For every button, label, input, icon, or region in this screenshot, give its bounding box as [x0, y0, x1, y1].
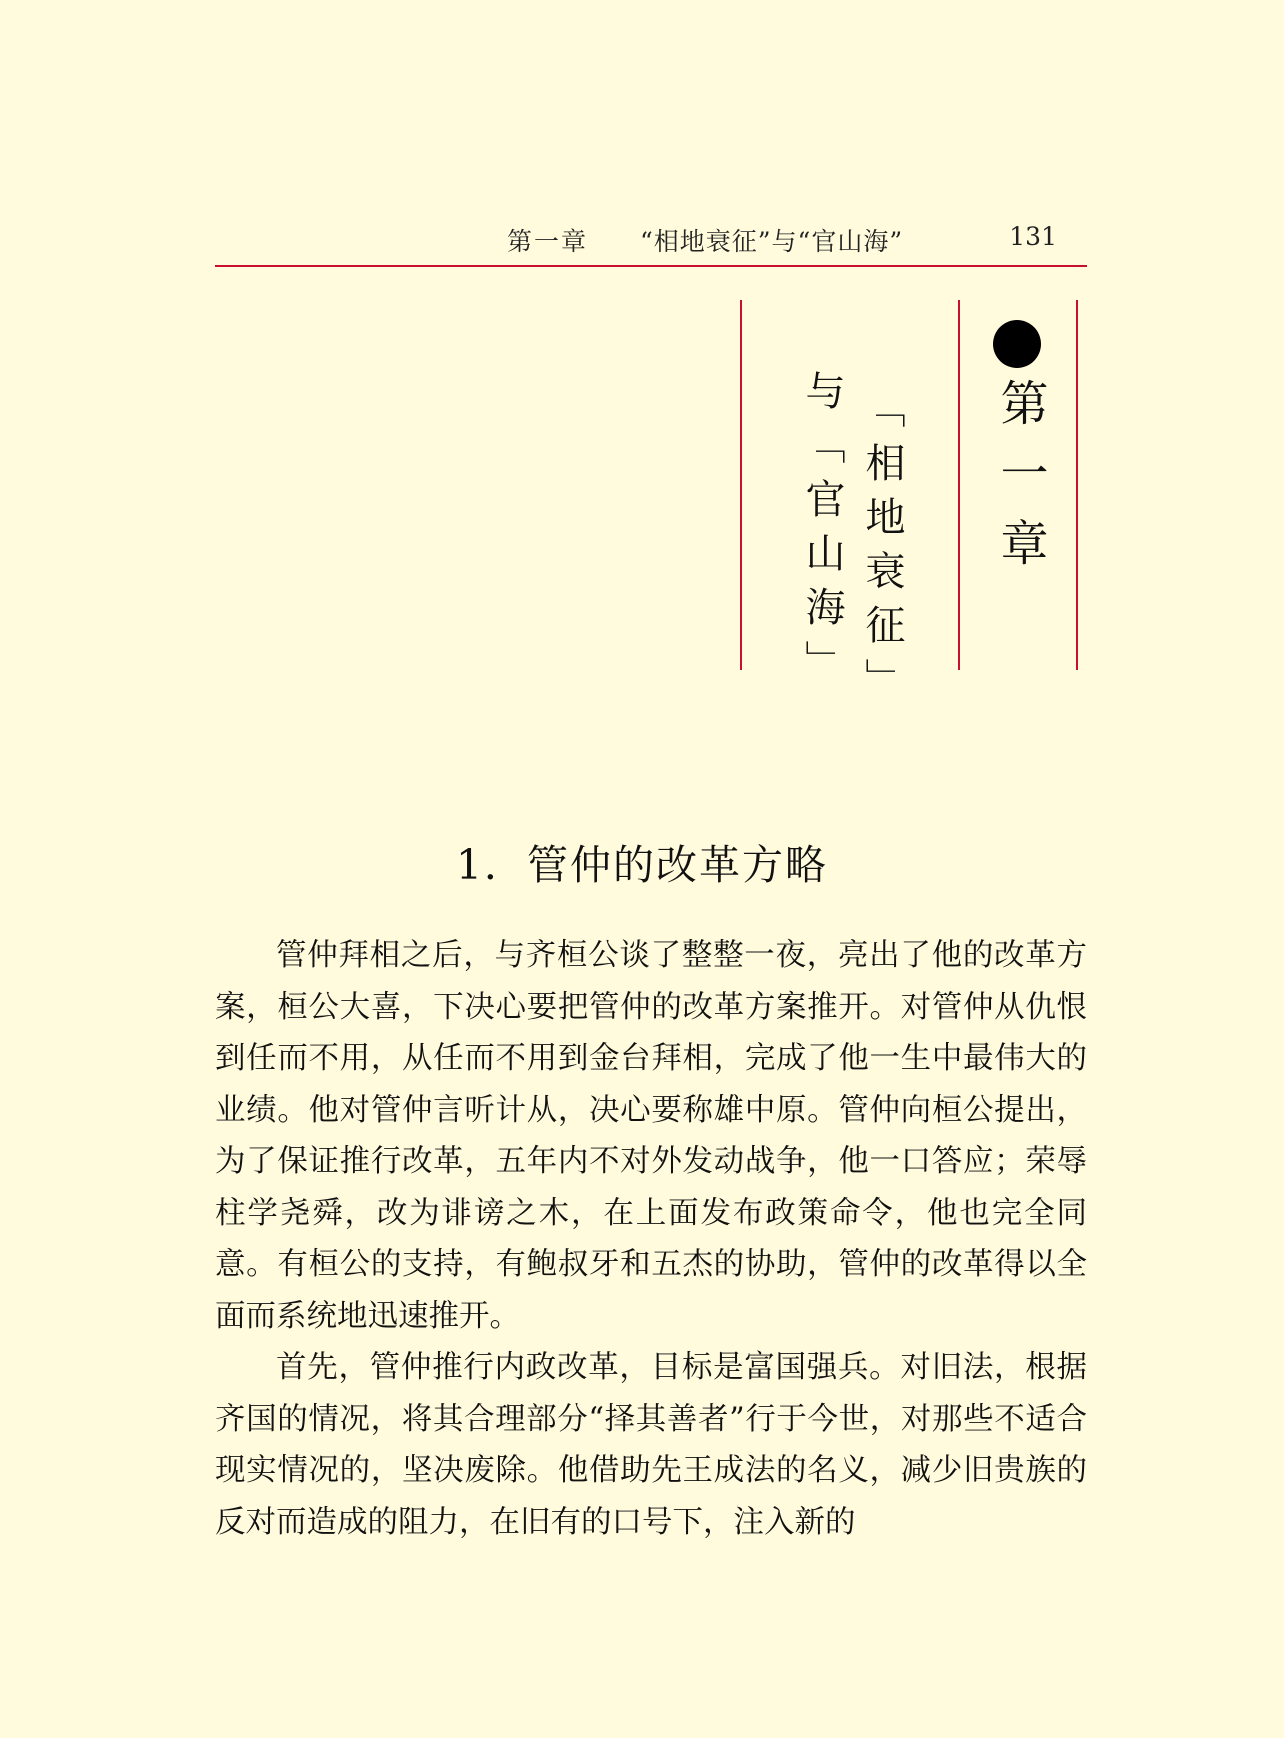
- page-number: 131: [1009, 222, 1057, 251]
- chapter-frame-line-middle: [958, 300, 960, 670]
- running-head: [215, 218, 1087, 258]
- chapter-frame-line-left: [740, 300, 742, 670]
- section-title: 1．管仲的改革方略: [455, 841, 829, 889]
- chapter-title-line-1: 「相地衰征」: [859, 388, 905, 712]
- running-head-chapter: 第一章: [507, 227, 589, 256]
- body-text: [215, 930, 1087, 1548]
- chapter-frame-line-right: [1076, 300, 1078, 670]
- paragraph: 首先，管仲推行内政改革，目标是富国强兵。对旧法，根据齐国的情况，将其合理部分“择其善者”行于今世，对那些不适合现实情况的，坚决废除。他借助先王成法的名义，减少旧贵族的反对而造成的阻力，在旧有的口号下，注入新的: [215, 1350, 1087, 1540]
- chapter-label: 第一章: [992, 378, 1048, 588]
- header-divider: [215, 265, 1087, 267]
- chapter-bullet-icon: [993, 320, 1041, 368]
- paragraph: 管仲拜相之后，与齐桓公谈了整整一夜，亮出了他的改革方案，桓公大喜，下决心要把管仲的改革方案推开。对管仲从仇恨到任而不用，从任而不用到金台拜相，完成了他一生中最伟大的业绩。他对管仲言听计从，决心要称雄中原。管仲向桓公提出，为了保证推行改革，五年内不对外发动战争，他一口答应；荣辱柱学尧舜，改为诽谤之木，在上面发布政策命令，他也完全同意。有桓公的支持，有鲍叔牙和五杰的协助，管仲的改革得以全面而系统地迅速推开。: [215, 938, 1087, 1334]
- running-head-title: “相地衰征”与“官山海”: [640, 227, 904, 256]
- chapter-title-line-2: 与「官山海」: [799, 370, 845, 694]
